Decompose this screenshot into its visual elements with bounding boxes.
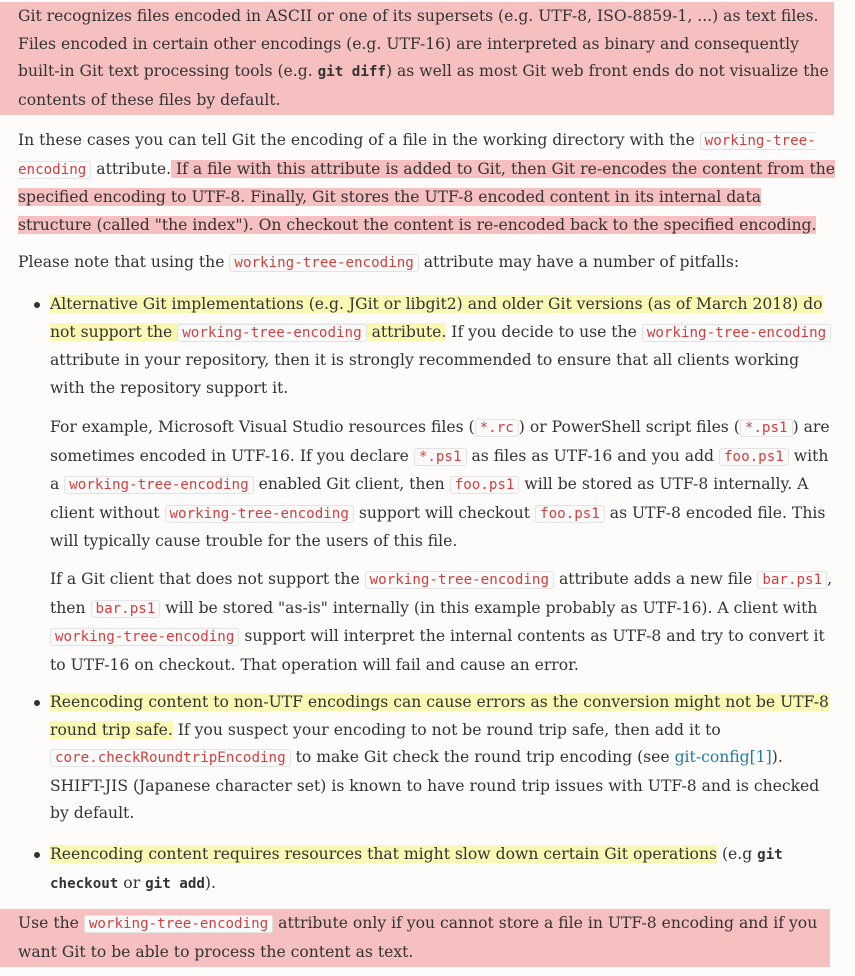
text: ) or PowerShell script files ( <box>518 418 740 436</box>
code-working-tree-encoding: working-tree-encoding <box>64 476 253 494</box>
text: attribute. <box>366 322 447 341</box>
code-foo-ps1: foo.ps1 <box>450 476 520 494</box>
paragraph-working-tree-encoding <box>0 127 838 239</box>
text: will be stored as UTF-8 internally. A client without <box>50 475 809 522</box>
git-checkout-command: git checkout <box>50 847 783 892</box>
text: with a <box>50 446 829 493</box>
text: In these cases you can tell Git the encoding of a file in the working directory with the <box>18 131 700 149</box>
code-check-roundtrip-encoding: core.checkRoundtripEncoding <box>50 749 291 767</box>
text: enabled Git client, then <box>253 475 450 493</box>
text: ). SHIFT-JIS (Japanese character set) is known to have round trip issues with UTF-8 and is checked by default. <box>50 748 820 822</box>
code-bar-ps1: bar.ps1 <box>757 571 827 589</box>
list-item-round-trip <box>0 689 838 828</box>
code-ps1-glob: *.ps1 <box>740 419 793 437</box>
git-diff-command: git diff <box>317 64 386 80</box>
text: as files as UTF-16 and you add <box>466 446 720 465</box>
list-item-alternative-implementations <box>0 291 838 402</box>
text: as UTF-8 encoded file. This will typically cause trouble for the users of this file. <box>50 503 826 550</box>
text: attribute in your repository, then it is strongly recommended to ensure that all clients working with the repository support it. <box>50 351 800 397</box>
code-foo-ps1: foo.ps1 <box>535 505 605 523</box>
text: Use the <box>18 914 84 932</box>
text: Git recognizes files encoded in ASCII or one of its supersets (e.g. UTF-8, ISO-8859-1, ...) as text files. Files encoded in certain other encodings (e.g. UTF-16) are interpreted as binary and consequently built-in Git text processing tools (e.g. <box>18 7 819 80</box>
text: If you decide to use the <box>446 322 642 341</box>
highlight-resources: Reencoding content requires resources that might slow down certain Git operations <box>50 845 717 863</box>
highlight-round-trip-errors: Reencoding content to non-UTF encodings can cause errors as the conversion might not be UTF-8 round trip safe. <box>50 693 829 739</box>
list-item-1-error-paragraph <box>0 566 838 679</box>
code-working-tree-encoding: working-tree-encoding <box>18 133 816 178</box>
code-foo-ps1: foo.ps1 <box>719 448 789 466</box>
text: support will checkout <box>353 503 536 522</box>
text: to make Git check the round trip encoding (see <box>290 748 675 766</box>
text: support will interpret the internal contents as UTF-8 and try to convert it to UTF-16 on checkout. That operation will fail and cause an error. <box>50 627 825 674</box>
code-working-tree-encoding: working-tree-encoding <box>229 254 418 272</box>
text: attribute only if you cannot store a file in UTF-8 encoding and if you want Git to be able to process the content as text. <box>18 914 818 961</box>
git-config-link[interactable]: git-config[1] <box>674 748 772 766</box>
text: attribute adds a new file <box>554 570 758 588</box>
paragraph-pitfalls-intro <box>0 249 838 278</box>
git-add-command: git add <box>145 875 205 892</box>
text: (e.g <box>717 845 758 863</box>
code-rc-glob: *.rc <box>475 419 519 437</box>
text: If a Git client that does not support the <box>50 570 365 588</box>
text: ). <box>204 873 216 892</box>
text: attribute. <box>91 159 172 178</box>
text: will be stored "as-is" internally (in this example probably as UTF-16). A client with <box>160 598 818 617</box>
code-working-tree-encoding: working-tree-encoding <box>84 915 273 933</box>
text: Please note that using the <box>18 253 230 271</box>
text: Alternative Git implementations (e.g. JGit or libgit2) and older Git versions (as of March 2018) do not support the <box>50 295 823 341</box>
text: If you suspect your encoding to not be round trip safe, then add it to <box>172 720 721 739</box>
paragraph-usage-advice <box>0 909 830 967</box>
code-bar-ps1: bar.ps1 <box>91 600 161 618</box>
text: ) as well as most Git web front ends do not visualize the contents of these files by default. <box>18 62 829 109</box>
code-working-tree-encoding: working-tree-encoding <box>50 628 239 646</box>
text: For example, Microsoft Visual Studio resources files ( <box>50 418 475 436</box>
highlight-reencode-explanation: If a file with this attribute is added to Git, then Git re-encodes the content from the specified encoding to UTF-8. Finally, Git stores the UTF-8 encoded content in its internal data structure (called "the index"). On checkout the content is re-encoded back to the specified encoding. <box>18 159 835 234</box>
code-working-tree-encoding: working-tree-encoding <box>642 324 831 342</box>
text: ) are sometimes encoded in UTF-16. If you declare <box>50 418 830 465</box>
code-ps1-glob: *.ps1 <box>414 448 467 466</box>
code-working-tree-encoding: working-tree-encoding <box>365 571 554 589</box>
list-item-resources <box>0 841 838 898</box>
text: or <box>118 873 146 892</box>
list-item-1-example-paragraph <box>0 414 838 556</box>
code-working-tree-encoding: working-tree-encoding <box>165 505 354 523</box>
code-working-tree-encoding: working-tree-encoding <box>177 324 366 342</box>
text: , then <box>50 570 833 617</box>
paragraph-binary-encodings <box>0 2 834 115</box>
text: attribute may have a number of pitfalls: <box>418 253 740 271</box>
